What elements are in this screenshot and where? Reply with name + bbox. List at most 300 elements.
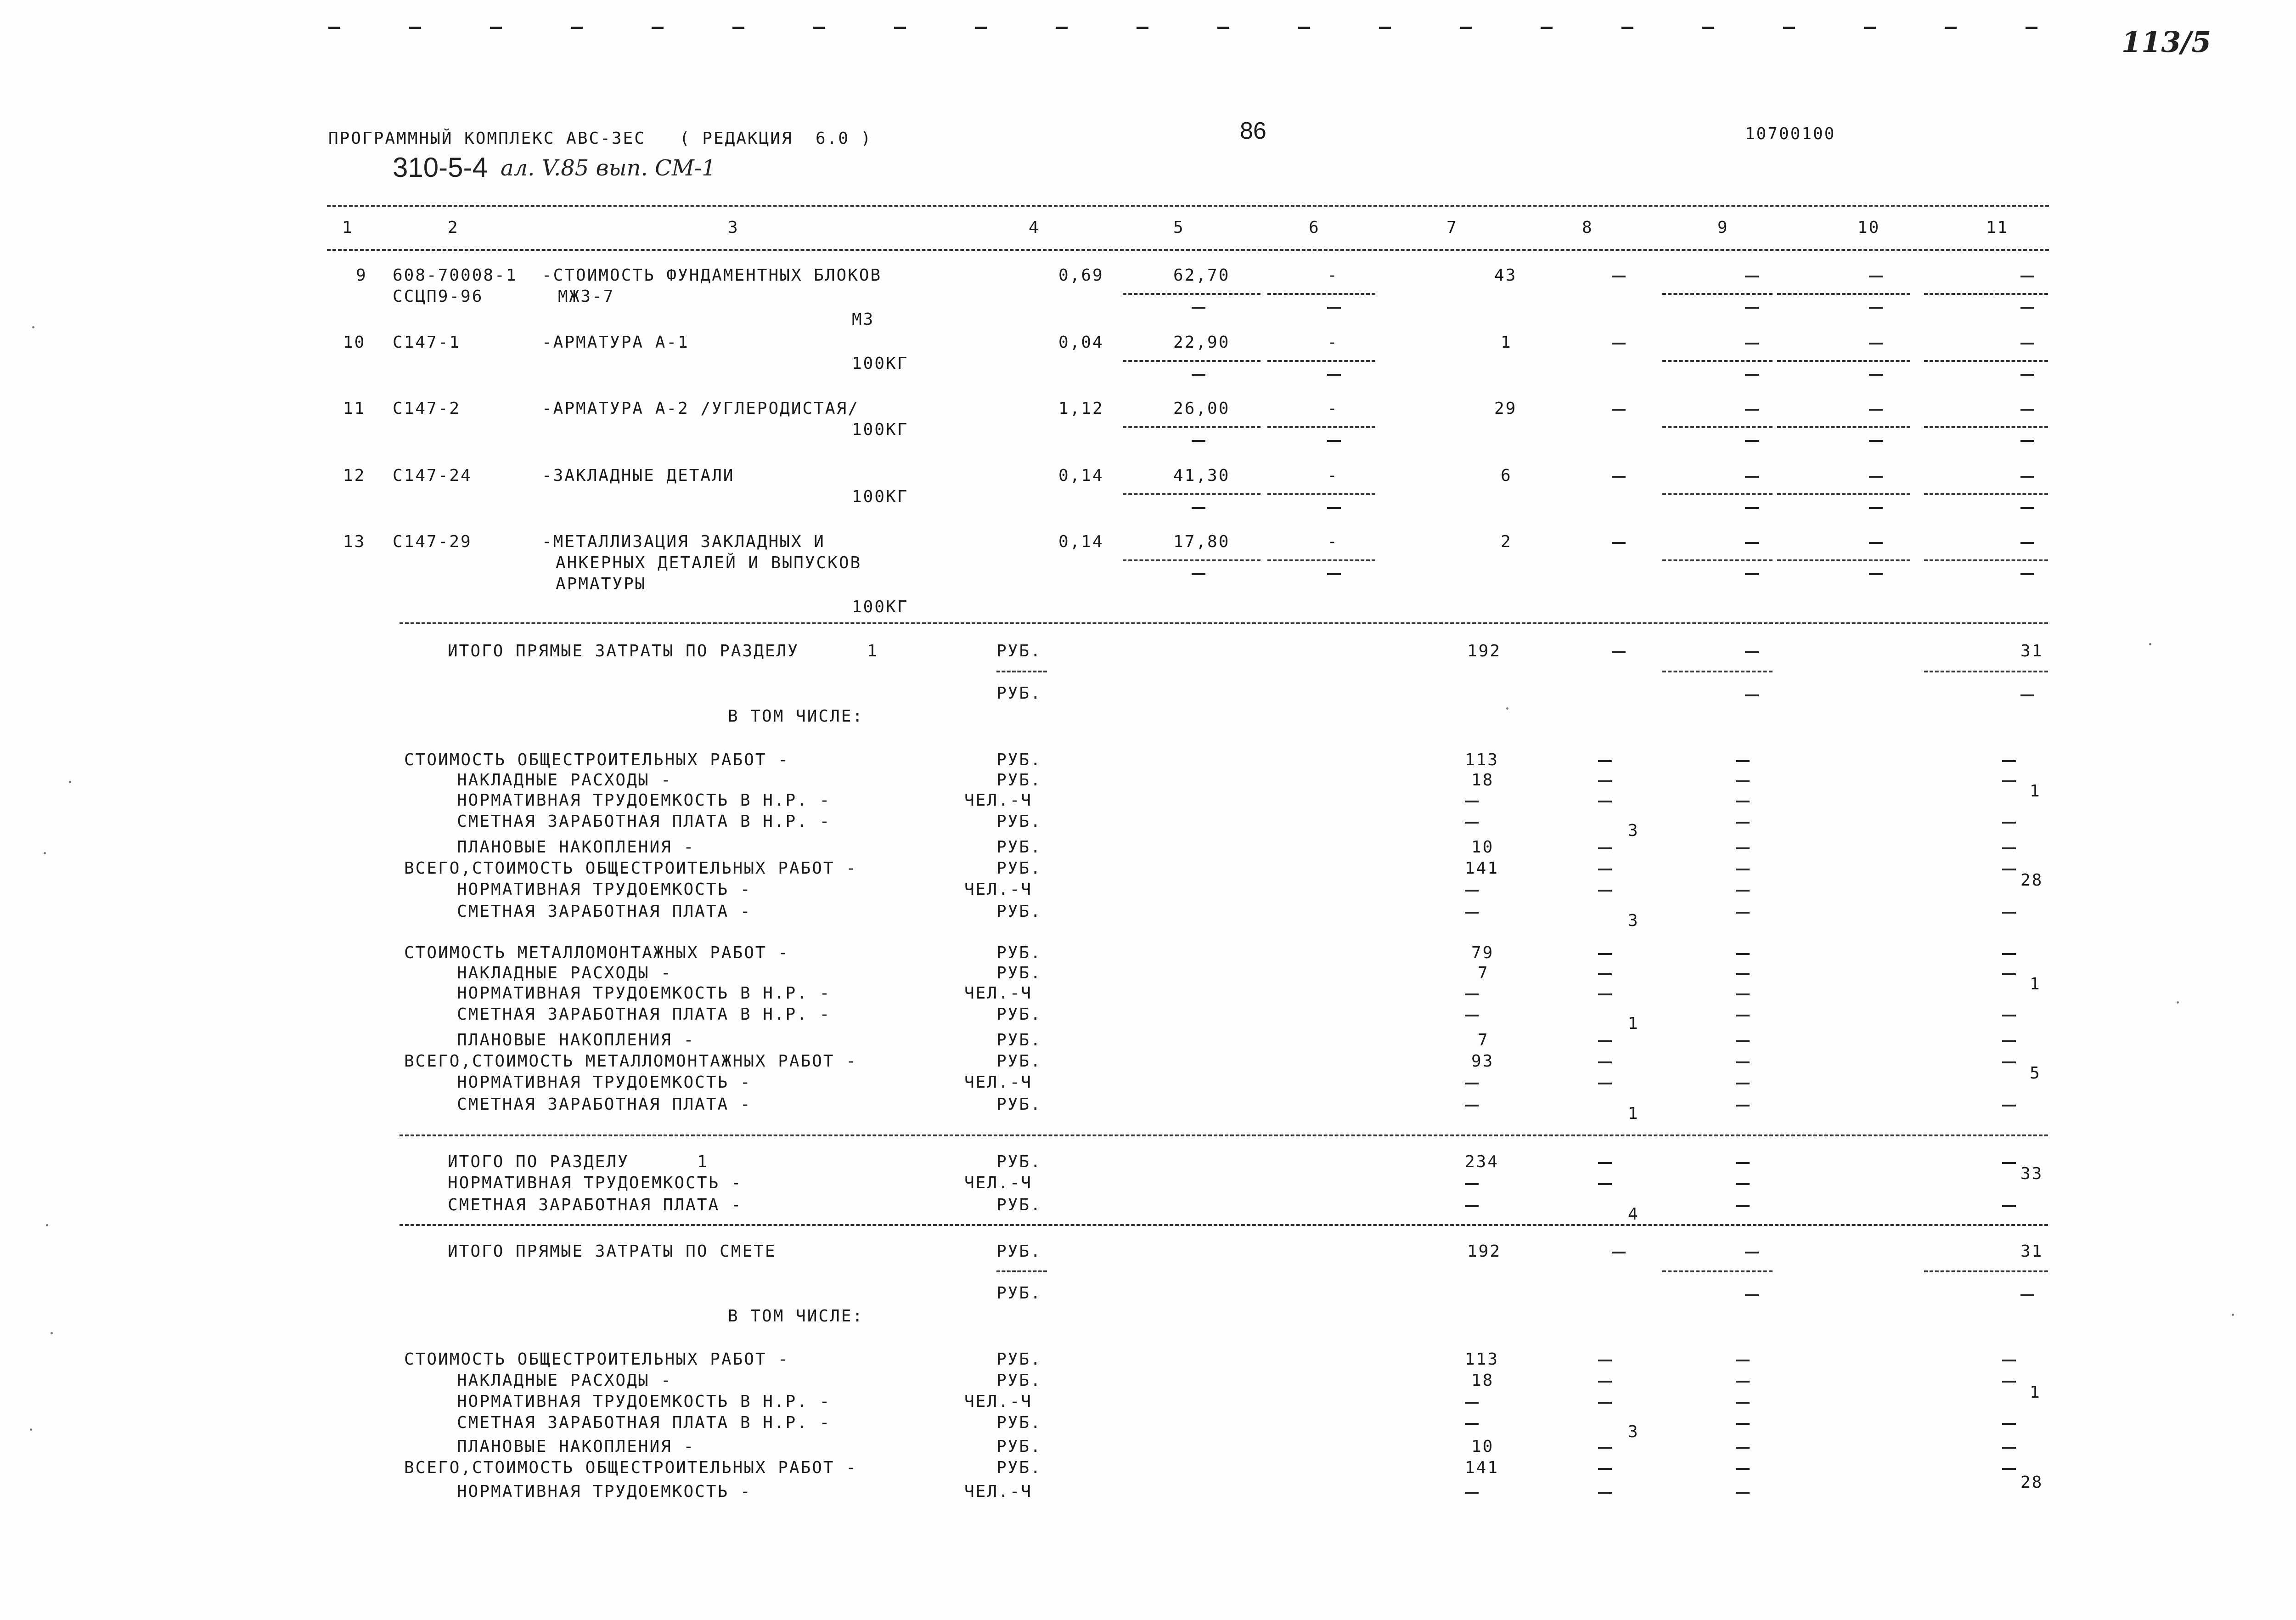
- dash-mark: [1736, 1162, 1750, 1164]
- general_block2-label: СМЕТНАЯ ЗАРАБОТНАЯ ПЛАТА В Н.Р. -: [457, 1413, 831, 1432]
- item-price: 17,80: [1173, 532, 1230, 551]
- top-dash: [1783, 27, 1795, 29]
- metal_block-unit: РУБ.: [996, 1005, 1042, 1024]
- item-price: 41,30: [1173, 466, 1230, 485]
- general_block-label: НАКЛАДНЫЕ РАСХОДЫ -: [457, 771, 672, 790]
- item-col6: -: [1327, 333, 1339, 352]
- metal_block-unit: РУБ.: [996, 1031, 1042, 1050]
- dash-mark: [2002, 1105, 2016, 1106]
- item-qty: 1,12: [1058, 399, 1104, 418]
- item-price: 62,70: [1173, 266, 1230, 285]
- dash-mark: [2020, 476, 2034, 478]
- dash-mark: [2020, 573, 2034, 575]
- general_block-label: ПЛАНОВЫЕ НАКОПЛЕНИЯ -: [457, 838, 695, 857]
- rule: [1662, 493, 1773, 495]
- dash-mark: [1736, 1040, 1750, 1042]
- rule: [1924, 360, 2048, 362]
- item-name: -АРМАТУРА А-2 /УГЛЕРОДИСТАЯ/: [542, 399, 859, 418]
- top-dash: [1137, 27, 1148, 29]
- direct-costs-estimate-unit2: РУБ.: [996, 1284, 1042, 1303]
- dash-mark: [1192, 374, 1205, 376]
- dash-mark: [1736, 1105, 1750, 1106]
- metal_block-col11: 1: [2030, 975, 2041, 993]
- dash-mark: [1745, 507, 1759, 509]
- item-price: 22,90: [1173, 333, 1230, 352]
- dash-mark: [1745, 1252, 1759, 1253]
- dash-mark: [1736, 993, 1750, 995]
- direct-costs-estimate-label: ИТОГО ПРЯМЫЕ ЗАТРАТЫ ПО СМЕТЕ: [448, 1242, 777, 1261]
- dash-mark: [1465, 1423, 1479, 1425]
- scan-speck: [1506, 707, 1508, 710]
- item-qty: 0,14: [1058, 466, 1104, 485]
- dash-mark: [1869, 343, 1883, 344]
- general_block2-col7: 10: [1471, 1437, 1494, 1456]
- dash-mark: [1736, 1061, 1750, 1063]
- general_block2-label: НАКЛАДНЫЕ РАСХОДЫ -: [457, 1371, 672, 1390]
- top-dash: [1621, 27, 1633, 29]
- rule: [1662, 671, 1773, 672]
- dash-mark: [1745, 440, 1759, 442]
- dash-mark: [1598, 869, 1612, 870]
- item-col7: 1: [1501, 333, 1512, 352]
- direct-costs-section-unit: РУБ.: [996, 642, 1042, 660]
- page-number: 86: [1240, 118, 1266, 144]
- item-unit: М3: [852, 310, 875, 329]
- dash-mark: [1745, 542, 1759, 544]
- direct-costs-estimate-col7: 192: [1467, 1242, 1502, 1261]
- dash-mark: [1869, 573, 1883, 575]
- general_block2-label: НОРМАТИВНАЯ ТРУДОЕМКОСТЬ -: [457, 1482, 752, 1501]
- direct-costs-section-col11: 31: [2020, 642, 2043, 660]
- item-col6: -: [1327, 266, 1339, 285]
- item-name-line3: АРМАТУРЫ: [556, 575, 647, 593]
- dash-mark: [1465, 993, 1479, 995]
- item-col7: 43: [1494, 266, 1517, 285]
- rule: [1924, 1270, 2048, 1272]
- general_block2-unit: РУБ.: [996, 1458, 1042, 1477]
- metal_block-col7: 7: [1478, 1031, 1489, 1050]
- section_total-col7: 234: [1465, 1152, 1499, 1171]
- general_block2-col7: 18: [1471, 1371, 1494, 1390]
- item-col6: -: [1327, 532, 1339, 551]
- item-col7: 6: [1501, 466, 1512, 485]
- dash-mark: [1736, 973, 1750, 975]
- top-dash: [328, 27, 340, 29]
- section_total-label: ИТОГО ПО РАЗДЕЛУ 1: [448, 1152, 709, 1171]
- item-name: -АРМАТУРА А-1: [542, 333, 689, 352]
- metal_block-col7: 7: [1478, 964, 1489, 982]
- dash-mark: [1598, 780, 1612, 782]
- metal_block-label: НОРМАТИВНАЯ ТРУДОЕМКОСТЬ -: [457, 1073, 752, 1092]
- dash-mark: [1745, 343, 1759, 344]
- metal_block-label: НАКЛАДНЫЕ РАСХОДЫ -: [457, 964, 672, 982]
- dash-mark: [1598, 993, 1612, 995]
- scan-speck: [32, 326, 34, 328]
- metal_block-label: НОРМАТИВНАЯ ТРУДОЕМКОСТЬ В Н.Р. -: [457, 984, 831, 1003]
- dash-mark: [1612, 651, 1626, 653]
- rule: [1777, 559, 1910, 561]
- dash-mark: [1745, 651, 1759, 653]
- item-code: 608-70008-1: [393, 266, 518, 285]
- item-qty: 0,14: [1058, 532, 1104, 551]
- dash-mark: [2002, 1468, 2016, 1470]
- dash-mark: [1598, 1083, 1612, 1084]
- dash-mark: [1465, 1183, 1479, 1185]
- top-dash: [1541, 27, 1553, 29]
- dash-mark: [1598, 1061, 1612, 1063]
- scan-speck: [69, 781, 71, 783]
- general_block2-unit: РУБ.: [996, 1371, 1042, 1390]
- rule: [1267, 360, 1375, 362]
- metal_block-unit: РУБ.: [996, 1095, 1042, 1114]
- dash-mark: [1192, 573, 1205, 575]
- general_block-col8: 3: [1628, 911, 1639, 930]
- dash-mark: [1869, 409, 1883, 411]
- item-col6: -: [1327, 399, 1339, 418]
- section_total-label: СМЕТНАЯ ЗАРАБОТНАЯ ПЛАТА -: [448, 1196, 743, 1214]
- general_block-col7: 10: [1471, 838, 1494, 857]
- top-dash: [1460, 27, 1472, 29]
- general_block2-col8: 3: [1628, 1422, 1639, 1441]
- rule: [1777, 293, 1910, 295]
- dash-mark: [1598, 1468, 1612, 1470]
- general_block2-col7: 141: [1465, 1458, 1499, 1477]
- top-dash: [490, 27, 502, 29]
- dash-mark: [1598, 1381, 1612, 1383]
- dash-mark: [1598, 760, 1612, 762]
- rule: [400, 1135, 2048, 1136]
- column-number-3: 3: [728, 218, 739, 237]
- top-dash: [1864, 27, 1876, 29]
- top-dash: [732, 27, 744, 29]
- dash-mark: [1465, 912, 1479, 914]
- dash-mark: [1869, 374, 1883, 376]
- general_block2-label: СТОИМОСТЬ ОБЩЕСТРОИТЕЛЬНЫХ РАБОТ -: [404, 1350, 789, 1369]
- dash-mark: [2020, 1294, 2034, 1296]
- dash-mark: [1736, 822, 1750, 824]
- general_block2-label: НОРМАТИВНАЯ ТРУДОЕМКОСТЬ В Н.Р. -: [457, 1392, 831, 1411]
- section_total-unit: ЧЕЛ.-Ч: [964, 1174, 1033, 1192]
- item-unit: 100КГ: [852, 354, 909, 373]
- dash-mark: [1598, 1040, 1612, 1042]
- general_block-unit: РУБ.: [996, 771, 1042, 790]
- dash-mark: [1736, 1205, 1750, 1207]
- dash-mark: [2002, 1061, 2016, 1063]
- column-number-2: 2: [448, 218, 459, 237]
- dash-mark: [1869, 307, 1883, 309]
- dash-mark: [1869, 440, 1883, 442]
- dash-mark: [2002, 1162, 2016, 1164]
- metal_block-col8: 1: [1628, 1104, 1639, 1123]
- dash-mark: [1327, 507, 1341, 509]
- rule: [327, 249, 2049, 251]
- general_block-label: НОРМАТИВНАЯ ТРУДОЕМКОСТЬ -: [457, 880, 752, 899]
- direct-costs-estimate-unit: РУБ.: [996, 1242, 1042, 1261]
- dash-mark: [1598, 1402, 1612, 1404]
- top-dash: [1379, 27, 1391, 29]
- metal_block-unit: ЧЕЛ.-Ч: [964, 1073, 1033, 1092]
- dash-mark: [1736, 1360, 1750, 1361]
- dash-mark: [1612, 409, 1626, 411]
- general_block2-label: ПЛАНОВЫЕ НАКОПЛЕНИЯ -: [457, 1437, 695, 1456]
- rule: [400, 622, 2048, 624]
- column-number-9: 9: [1717, 218, 1729, 237]
- general_block-col7: 141: [1465, 859, 1499, 878]
- dash-mark: [1465, 1083, 1479, 1084]
- dash-mark: [1612, 1252, 1626, 1253]
- general_block-label: СТОИМОСТЬ ОБЩЕСТРОИТЕЛЬНЫХ РАБОТ -: [404, 751, 789, 769]
- item-number: 10: [343, 333, 366, 352]
- dash-mark: [1736, 780, 1750, 782]
- direct-costs-section-label: ИТОГО ПРЯМЫЕ ЗАТРАТЫ ПО РАЗДЕЛУ 1: [448, 642, 878, 660]
- dash-mark: [1598, 953, 1612, 955]
- rule: [1267, 426, 1375, 428]
- dash-mark: [1736, 912, 1750, 914]
- scan-speck: [2232, 1314, 2234, 1316]
- top-dash: [2026, 27, 2037, 29]
- metal_block-col7: 93: [1471, 1052, 1494, 1071]
- scan-speck: [2149, 643, 2151, 645]
- general_block-col11: 28: [2020, 871, 2043, 890]
- dash-mark: [1612, 343, 1626, 344]
- general_block-label: НОРМАТИВНАЯ ТРУДОЕМКОСТЬ В Н.Р. -: [457, 791, 831, 810]
- dash-mark: [1598, 801, 1612, 802]
- rule: [1123, 493, 1261, 495]
- rule: [1777, 493, 1910, 495]
- column-number-4: 4: [1029, 218, 1040, 237]
- item-name: -ЗАКЛАДНЫЕ ДЕТАЛИ: [542, 466, 735, 485]
- rule: [1267, 493, 1375, 495]
- general_block2-label: ВСЕГО,СТОИМОСТЬ ОБЩЕСТРОИТЕЛЬНЫХ РАБОТ -: [404, 1458, 857, 1477]
- scan-speck: [30, 1428, 32, 1431]
- dash-mark: [1736, 1402, 1750, 1404]
- dash-mark: [1745, 573, 1759, 575]
- item-code: С147-1: [393, 333, 461, 352]
- item-col7: 2: [1501, 532, 1512, 551]
- dash-mark: [1745, 1294, 1759, 1296]
- top-dash: [1056, 27, 1068, 29]
- item-col7: 29: [1494, 399, 1517, 418]
- dash-mark: [2020, 542, 2034, 544]
- dash-mark: [2002, 973, 2016, 975]
- general_block2-unit: РУБ.: [996, 1413, 1042, 1432]
- dash-mark: [2020, 409, 2034, 411]
- general_block2-col11: 1: [2030, 1383, 2041, 1402]
- document-code: 10700100: [1745, 124, 1836, 143]
- metal_block-label: СТОИМОСТЬ МЕТАЛЛОМОНТАЖНЫХ РАБОТ -: [404, 943, 789, 962]
- item-code: С147-2: [393, 399, 461, 418]
- dash-mark: [1598, 1360, 1612, 1361]
- rule: [1662, 1270, 1773, 1272]
- general_block2-unit: ЧЕЛ.-Ч: [964, 1392, 1033, 1411]
- dash-mark: [1327, 440, 1341, 442]
- item-number: 13: [343, 532, 366, 551]
- dash-mark: [2002, 1447, 2016, 1449]
- dash-mark: [1327, 307, 1341, 309]
- dash-mark: [2020, 307, 2034, 309]
- item-unit: 100КГ: [852, 598, 909, 616]
- rule: [1662, 426, 1773, 428]
- item-price: 26,00: [1173, 399, 1230, 418]
- rule: [1123, 293, 1261, 295]
- column-number-8: 8: [1582, 218, 1593, 237]
- general_block-col7: 18: [1471, 771, 1494, 790]
- top-dash: [1945, 27, 1957, 29]
- rule: [1777, 426, 1910, 428]
- rule: [1924, 559, 2048, 561]
- general_block-unit: РУБ.: [996, 812, 1042, 831]
- section_total-unit: РУБ.: [996, 1196, 1042, 1214]
- dash-mark: [1869, 507, 1883, 509]
- scan-speck: [2177, 1001, 2179, 1004]
- dash-mark: [1736, 1468, 1750, 1470]
- top-dash: [1702, 27, 1714, 29]
- general_block-unit: РУБ.: [996, 838, 1042, 857]
- dash-mark: [2002, 1040, 2016, 1042]
- rule: [1662, 559, 1773, 561]
- dash-mark: [1327, 374, 1341, 376]
- dash-mark: [1736, 1381, 1750, 1383]
- dash-mark: [1612, 476, 1626, 478]
- dash-mark: [1745, 307, 1759, 309]
- general_block-label: СМЕТНАЯ ЗАРАБОТНАЯ ПЛАТА В Н.Р. -: [457, 812, 831, 831]
- column-number-6: 6: [1309, 218, 1320, 237]
- dash-mark: [1736, 890, 1750, 892]
- general_block-col7: 113: [1465, 751, 1499, 769]
- metal_block-col11: 5: [2030, 1064, 2041, 1083]
- scan-speck: [44, 852, 46, 854]
- metal_block-unit: РУБ.: [996, 943, 1042, 962]
- rule: [1267, 559, 1375, 561]
- item-qty: 0,69: [1058, 266, 1104, 285]
- dash-mark: [2002, 1360, 2016, 1361]
- dash-mark: [1465, 890, 1479, 892]
- general_block-col11: 1: [2030, 782, 2041, 801]
- dash-mark: [1736, 1423, 1750, 1425]
- dash-mark: [2002, 1381, 2016, 1383]
- general_block-label: СМЕТНАЯ ЗАРАБОТНАЯ ПЛАТА -: [457, 902, 752, 921]
- general_block-label: ВСЕГО,СТОИМОСТЬ ОБЩЕСТРОИТЕЛЬНЫХ РАБОТ -: [404, 859, 857, 878]
- metal_block-unit: ЧЕЛ.-Ч: [964, 984, 1033, 1003]
- column-number-7: 7: [1446, 218, 1458, 237]
- dash-mark: [1736, 1083, 1750, 1084]
- dash-mark: [1598, 973, 1612, 975]
- dash-mark: [1327, 573, 1341, 575]
- item-code: С147-24: [393, 466, 472, 485]
- dash-mark: [1598, 847, 1612, 849]
- dash-mark: [1598, 1162, 1612, 1164]
- handwritten-ref: 310-5-4: [393, 152, 488, 183]
- dash-mark: [1869, 276, 1883, 277]
- top-dash: [975, 27, 987, 29]
- dash-mark: [2002, 953, 2016, 955]
- metal_block-col7: 79: [1471, 943, 1494, 962]
- top-dash: [652, 27, 664, 29]
- dash-mark: [1736, 1015, 1750, 1016]
- rule: [1662, 360, 1773, 362]
- rule: [327, 205, 2049, 207]
- general_block2-unit: РУБ.: [996, 1350, 1042, 1369]
- dash-mark: [1736, 847, 1750, 849]
- general_block2-col11: 28: [2020, 1473, 2043, 1492]
- dash-mark: [1612, 276, 1626, 277]
- item-number: 12: [343, 466, 366, 485]
- dash-mark: [1192, 507, 1205, 509]
- dash-mark: [1869, 476, 1883, 478]
- dash-mark: [1745, 374, 1759, 376]
- dash-mark: [1869, 542, 1883, 544]
- dash-mark: [1612, 542, 1626, 544]
- general_block-unit: РУБ.: [996, 902, 1042, 921]
- dash-mark: [1736, 869, 1750, 870]
- metal_block-col8: 1: [1628, 1014, 1639, 1033]
- dash-mark: [2002, 780, 2016, 782]
- item-code: С147-29: [393, 532, 472, 551]
- direct-costs-section-col7: 192: [1467, 642, 1502, 660]
- section_total-label: НОРМАТИВНАЯ ТРУДОЕМКОСТЬ -: [448, 1174, 743, 1192]
- including-heading-2: В ТОМ ЧИСЛЕ:: [728, 1307, 864, 1326]
- item-unit: 100КГ: [852, 420, 909, 439]
- rule: [1123, 426, 1261, 428]
- section_total-unit: РУБ.: [996, 1152, 1042, 1171]
- general_block-unit: РУБ.: [996, 859, 1042, 878]
- metal_block-label: СМЕТНАЯ ЗАРАБОТНАЯ ПЛАТА -: [457, 1095, 752, 1114]
- metal_block-label: ВСЕГО,СТОИМОСТЬ МЕТАЛЛОМОНТАЖНЫХ РАБОТ -: [404, 1052, 857, 1071]
- dash-mark: [1736, 1492, 1750, 1494]
- dash-mark: [1745, 694, 1759, 696]
- handwritten-page-number: 113/5: [2122, 25, 2212, 59]
- dash-mark: [1465, 1205, 1479, 1207]
- dash-mark: [1736, 1183, 1750, 1185]
- dash-mark: [1465, 822, 1479, 824]
- rule: [1777, 360, 1910, 362]
- top-dash: [1298, 27, 1310, 29]
- metal_block-unit: РУБ.: [996, 1052, 1042, 1071]
- item-name-line2: АНКЕРНЫХ ДЕТАЛЕЙ И ВЫПУСКОВ: [556, 553, 862, 572]
- item-code-line2: ССЦП9-96: [393, 287, 484, 306]
- dash-mark: [2020, 694, 2034, 696]
- dash-mark: [1736, 1447, 1750, 1449]
- item-name: -СТОИМОСТЬ ФУНДАМЕНТНЫХ БЛОКОВ: [542, 266, 882, 285]
- section_total-col11: 33: [2020, 1164, 2043, 1183]
- general_block2-unit: РУБ.: [996, 1437, 1042, 1456]
- dash-mark: [1736, 760, 1750, 762]
- metal_block-unit: РУБ.: [996, 964, 1042, 982]
- dash-mark: [2002, 760, 2016, 762]
- rule: [400, 1224, 2048, 1226]
- rule: [996, 1270, 1047, 1272]
- top-dash: [813, 27, 825, 29]
- scan-speck: [46, 1224, 48, 1226]
- item-unit: 100КГ: [852, 487, 909, 506]
- dash-mark: [2002, 847, 2016, 849]
- dash-mark: [2002, 1205, 2016, 1207]
- scan-speck: [51, 1332, 53, 1334]
- rule: [1924, 426, 2048, 428]
- dash-mark: [1598, 1183, 1612, 1185]
- rule: [1924, 671, 2048, 672]
- general_block2-col7: 113: [1465, 1350, 1499, 1369]
- dash-mark: [2002, 1423, 2016, 1425]
- column-number-5: 5: [1173, 218, 1185, 237]
- dash-mark: [2002, 869, 2016, 870]
- top-dash: [1217, 27, 1229, 29]
- metal_block-label: СМЕТНАЯ ЗАРАБОТНАЯ ПЛАТА В Н.Р. -: [457, 1005, 831, 1024]
- dash-mark: [1598, 1492, 1612, 1494]
- general_block-col8: 3: [1628, 821, 1639, 840]
- dash-mark: [1745, 409, 1759, 411]
- top-dash: [571, 27, 583, 29]
